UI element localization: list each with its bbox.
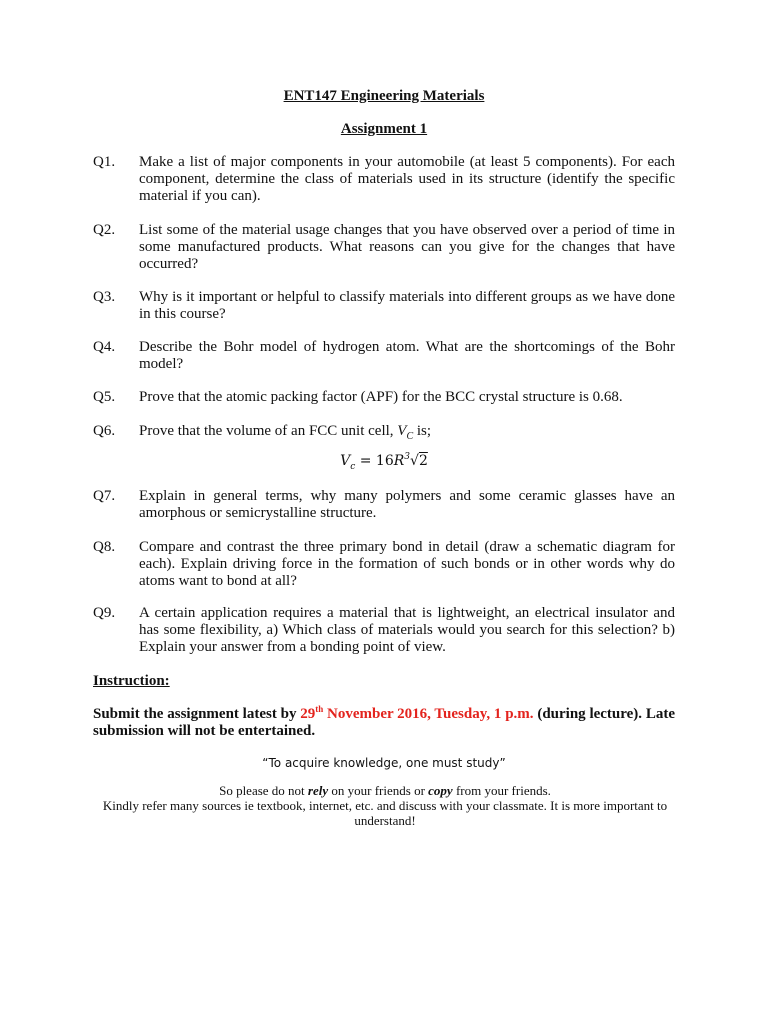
question-text: Describe the Bohr model of hydrogen atom. What are the shortcomings of the Bohr model? (139, 339, 675, 372)
assignment-title: Assignment 1 (340, 121, 428, 137)
submission-instruction: Submit the assignment latest by 29th November 2016, Tuesday, 1 p.m. (during lecture). Late submission will not be entertained. (93, 704, 675, 739)
question-text: Why is it important or helpful to classify materials into different groups as we have done in this course? (139, 289, 675, 322)
question-number: Q7. (93, 488, 116, 504)
question-number: Q9. (93, 605, 116, 621)
note-line-1: So please do not rely on your friends or copy from your friends. (219, 783, 551, 798)
question-3 (93, 289, 675, 323)
question-text: Make a list of major components in your automobile (at least 5 components). For each component, determine the class of materials used in its structure (identify the specific material if you can). (139, 154, 675, 204)
question-number: Q6. (93, 423, 116, 439)
deadline-date: 29th November 2016, Tuesday, 1 p.m. (300, 704, 534, 722)
question-text: A certain application requires a material that is lightweight, an electrical insulator and has some flexibility, a) Which class of materials would you search for this selection? b) Explain your answer from a bonding point of view. (139, 605, 675, 655)
question-5 (93, 389, 675, 406)
question-number: Q8. (93, 539, 116, 555)
question-number: Q5. (93, 389, 116, 405)
question-text: Compare and contrast the three primary bond in detail (draw a schematic diagram for each). Explain driving force in the formation of such bonds or in other words why do atoms want to bond at all? (139, 539, 675, 589)
question-text: Prove that the volume of an FCC unit cell, $V_C$ is; (139, 423, 432, 442)
course-title: ENT147 Engineering Materials (283, 88, 485, 104)
question-number: Q3. (93, 289, 116, 305)
question-text: List some of the material usage changes that you have observed over a period of time in some manufactured products. What reasons can you give for the changes that have occurred? (139, 222, 675, 272)
question-6 (93, 423, 675, 445)
question-number: Q4. (93, 339, 116, 355)
volume-formula: $V_c = 16R^3√2$ (340, 452, 428, 472)
motivational-quote: “To acquire knowledge, one must study” (262, 756, 506, 770)
question-9 (93, 605, 675, 656)
note-line-2: Kindly refer many sources ie textbook, internet, etc. and discuss with your classmate. It is more important to understand! (102, 798, 668, 828)
question-4 (93, 339, 675, 373)
closing-note (95, 783, 675, 828)
volume-variable: V (397, 423, 407, 439)
question-1 (93, 154, 675, 205)
question-text: Explain in general terms, why many polymers and some ceramic glasses have an amorphous or semicrystalline structure. (139, 488, 675, 521)
question-text: Prove that the atomic packing factor (APF) for the BCC crystal structure is 0.68. (139, 389, 623, 405)
square-root-symbol: √ (410, 453, 419, 469)
question-7 (93, 488, 675, 522)
instruction-heading: Instruction: (93, 673, 170, 689)
question-2 (93, 222, 675, 273)
question-number: Q1. (93, 154, 116, 170)
question-8 (93, 539, 675, 590)
question-number: Q2. (93, 222, 116, 238)
